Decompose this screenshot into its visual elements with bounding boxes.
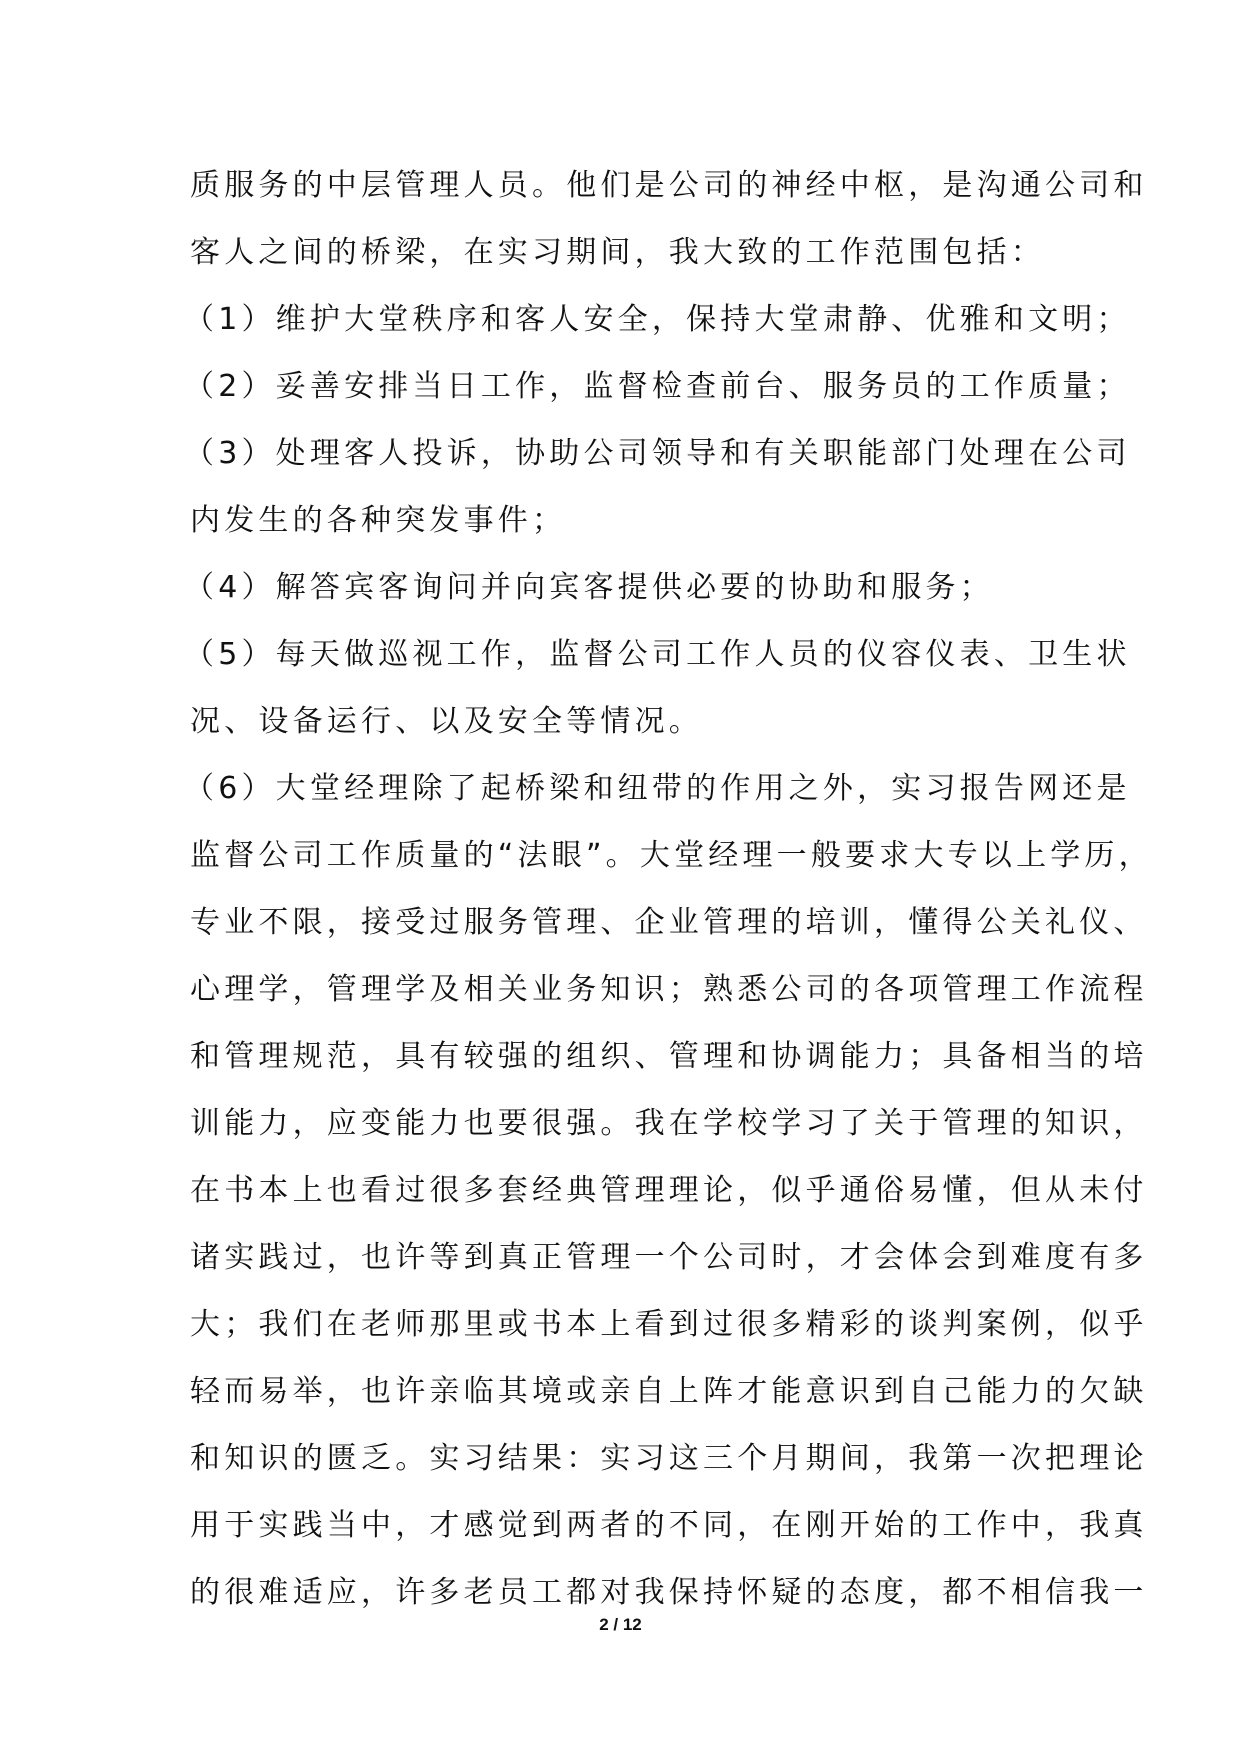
text-line: 质服务的中层管理人员。他们是公司的神经中枢，是沟通公司和 [190,168,1148,203]
list-item-4: （4）解答宾客询问并向宾客提供必要的协助和服务； [184,570,994,605]
text-line: 的很难适应，许多老员工都对我保持怀疑的态度，都不相信我一 [190,1575,1148,1610]
text-line: 用于实践当中，才感觉到两者的不同，在刚开始的工作中，我真 [190,1508,1148,1543]
text-line: 在书本上也看过很多套经典管理理论，似乎通俗易懂，但从未付 [190,1173,1148,1208]
list-item-1: （1）维护大堂秩序和客人安全，保持大堂肃静、优雅和文明； [184,302,1131,337]
list-item-3: （3）处理客人投诉，协助公司领导和有关职能部门处理在公司 [184,436,1131,471]
text-line: 况、设备运行、以及安全等情况。 [190,704,703,739]
text-line: 客人之间的桥梁，在实习期间，我大致的工作范围包括： [190,235,1045,270]
list-item-6: （6）大堂经理除了起桥梁和纽带的作用之外，实习报告网还是 [184,771,1131,806]
list-item-5: （5）每天做巡视工作，监督公司工作人员的仪容仪表、卫生状 [184,637,1131,672]
body-text [184,152,1153,1626]
text-line: 大；我们在老师那里或书本上看到过很多精彩的谈判案例，似乎 [190,1307,1148,1342]
text-line: 和管理规范，具有较强的组织、管理和协调能力；具备相当的培 [190,1039,1148,1074]
text-line: 轻而易举，也许亲临其境或亲自上阵才能意识到自己能力的欠缺 [190,1374,1148,1409]
text-line: 内发生的各种突发事件； [190,503,567,538]
list-item-2: （2）妥善安排当日工作，监督检查前台、服务员的工作质量； [184,369,1131,404]
text-line: 专业不限，接受过服务管理、企业管理的培训，懂得公关礼仪、 [190,905,1148,940]
text-line: 心理学，管理学及相关业务知识；熟悉公司的各项管理工作流程 [190,972,1148,1007]
text-line: 诸实践过，也许等到真正管理一个公司时，才会体会到难度有多 [190,1240,1148,1275]
text-line: 训能力，应变能力也要很强。我在学校学习了关于管理的知识， [190,1106,1148,1141]
text-line: 和知识的匮乏。实习结果：实习这三个月期间，我第一次把理论 [190,1441,1148,1476]
page-number: 2 / 12 [599,1615,642,1634]
text-line: 监督公司工作质量的“法眼”。大堂经理一般要求大专以上学历， [190,838,1153,873]
